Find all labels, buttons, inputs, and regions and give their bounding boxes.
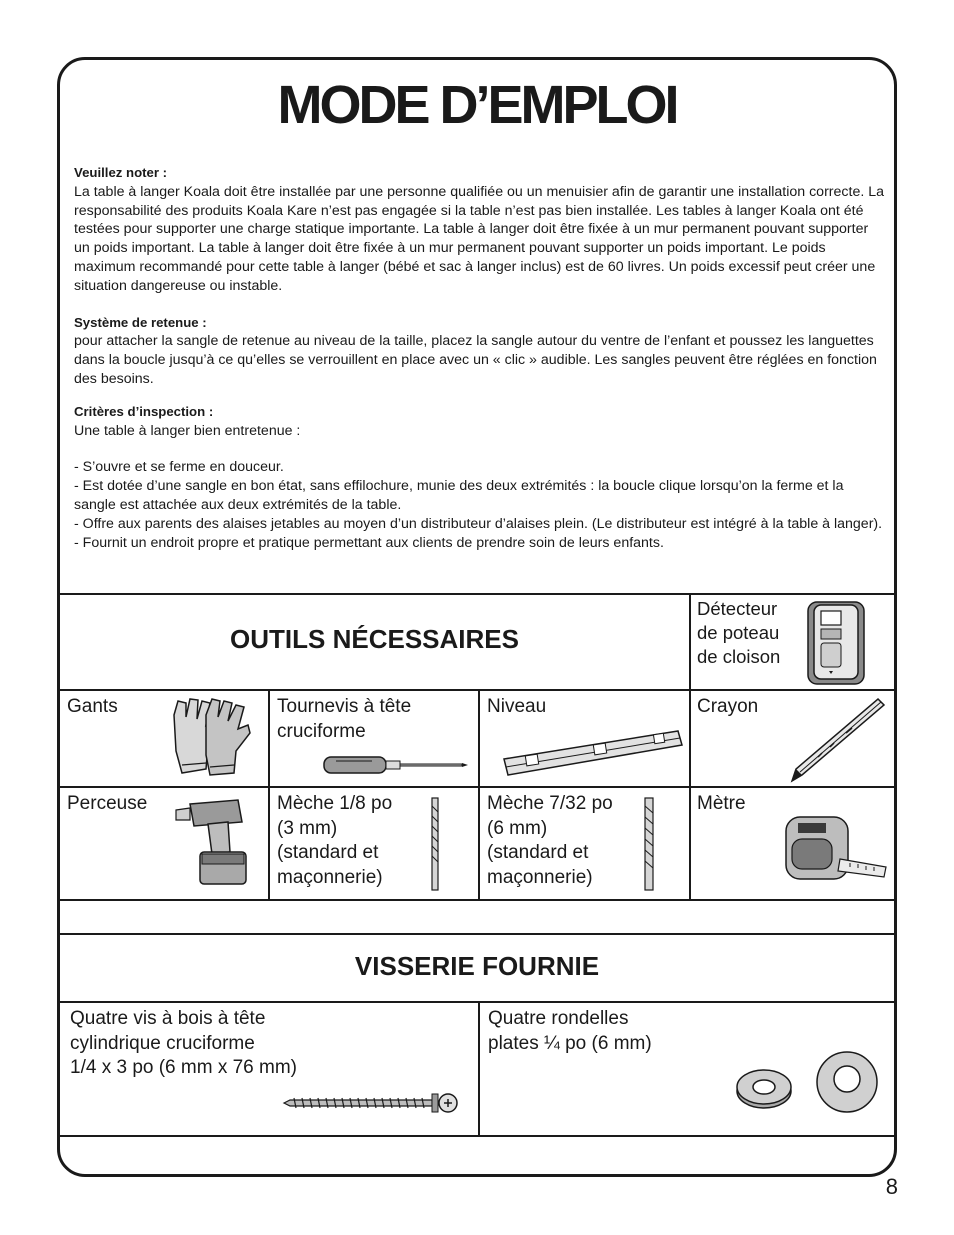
- restraint-text: pour attacher la sangle de retenue au niveau de la taille, placez la sangle autour du ventre de l’enfant et poussez les languettes dans la boucle jusqu’à ce qu’elles se verrouillent en place avec un « clic » audible. Les sangles peuvent être réglées en fonction des besoins.: [74, 333, 877, 387]
- screwdriver-icon: [322, 753, 472, 777]
- inspection-item: - Offre aux parents des alaises jetables au moyen d’un distributeur d’alaises plein. (Le distributeur est intégré à la table à langer).: [74, 515, 883, 532]
- hardware-title: VISSERIE FOURNIE: [354, 951, 600, 981]
- divider: [60, 1135, 894, 1137]
- divider: [60, 593, 894, 595]
- divider: [60, 933, 894, 935]
- divider: [689, 593, 691, 900]
- stud-finder-icon: [807, 601, 865, 685]
- tape-measure-icon: [780, 811, 890, 885]
- level-icon: [500, 729, 685, 781]
- divider: [60, 899, 894, 901]
- gloves-icon: [164, 695, 254, 781]
- note-text: La table à langer Koala doit être installée par une personne qualifiée ou un menuisier afin de garantir une installation correcte. La responsabilité des produits Koala Kare n’est pas engagée si la table n’est pas bien installée. Les tables à langer Koala ont été testées pour supporter une charge statique importante. La table à langer doit être fixée à un mur permanent pouvant supporter un poids important. La table à langer doit être fixée à un mur permanent pouvant supporter un poids important. Le poids maximum recommandé pour cette table à langer (bébé et sac à langer inclus) est de 60 livres. Un poids excessif peut créer une situation dangereuse ou instable.: [74, 183, 885, 294]
- tape-label: Mètre: [697, 793, 746, 814]
- pencil-label: Crayon: [697, 696, 759, 717]
- instructions-text: [74, 164, 886, 552]
- restraint-heading: Système de retenue :: [74, 314, 207, 330]
- inspection-item: - Est dotée d’une sangle en bon état, sans effilochure, munie des deux extrémités : la boucle clique lorsqu’on la ferme et la sangle est attachée aux deux extrémités de la table.: [74, 478, 844, 513]
- gloves-label: Gants: [67, 696, 118, 717]
- inspection-intro: Une table à langer bien entretenue :: [74, 422, 301, 439]
- note-heading: Veuillez noter :: [74, 165, 168, 180]
- divider: [60, 1001, 894, 1003]
- divider: [478, 689, 480, 900]
- drill-bit-icon: [425, 796, 445, 892]
- divider: [478, 1001, 480, 1136]
- page-number: 8: [885, 1174, 898, 1199]
- divider: [60, 689, 894, 691]
- washer-icon: [814, 1049, 880, 1115]
- bit-large-label: Mèche 7/32 po (6 mm) (standard et maçonnerie): [487, 793, 613, 888]
- pencil-icon: [788, 695, 888, 785]
- tools-title: OUTILS NÉCESSAIRES: [230, 624, 519, 654]
- drill-icon: [172, 796, 262, 890]
- level-label: Niveau: [487, 696, 547, 717]
- washers-label: Quatre rondelles plates ¼ po (6 mm): [488, 1008, 652, 1054]
- page-title: MODE D’EMPLOI: [277, 75, 677, 135]
- inspection-heading: Critères d’inspection :: [74, 403, 214, 419]
- drill-label: Perceuse: [67, 793, 148, 814]
- drill-bit-icon: [637, 796, 661, 892]
- stud-finder-label: Détecteur de poteau de cloison: [697, 598, 781, 667]
- divider: [60, 786, 894, 788]
- inspection-item: - S’ouvre et se ferme en douceur.: [74, 459, 284, 476]
- washer-icon: [734, 1063, 794, 1113]
- screws-label: Quatre vis à bois à tête cylindrique cruciforme 1/4 x 3 po (6 mm x 76 mm): [70, 1008, 298, 1078]
- screwdriver-label: Tournevis à tête cruciforme: [277, 696, 412, 742]
- bit-small-label: Mèche 1/8 po (3 mm) (standard et maçonnerie): [277, 793, 393, 888]
- divider: [268, 689, 270, 900]
- inspection-item: - Fournit un endroit propre et pratique permettant aux clients de prendre soin de leurs enfants.: [74, 534, 664, 551]
- page-frame: [57, 57, 897, 1177]
- screw-icon: [282, 1090, 460, 1116]
